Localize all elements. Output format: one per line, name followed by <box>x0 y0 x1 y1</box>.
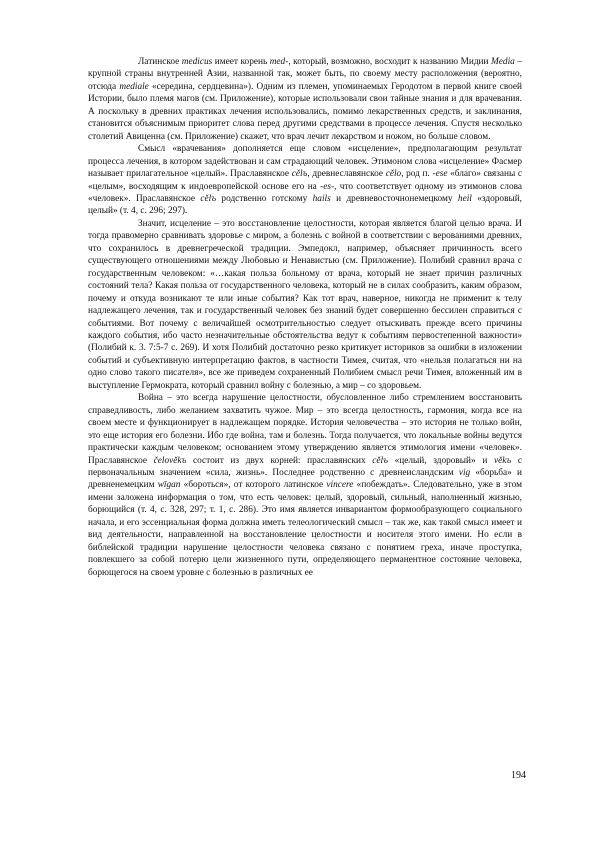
text-run: – крупной страны внутренней Азии, названной так, может быть, по своему месту расположения (вероятно, отсюда <box>88 57 522 92</box>
italic-term: cělъ <box>291 169 308 180</box>
page-number: 194 <box>511 770 526 781</box>
italic-term: vig <box>458 467 471 478</box>
text-run: Смысл «врачевания» дополняется еще словом «исцеление», предполагающим результат процесса лечения, в котором задействован и сам страдающий человек. Этимоном слова «исцеление» Фасмер называет прилагательное «целый». Праславянское <box>88 144 522 180</box>
text-run: с первоначальным значением «сила, жизнь». Последнее родственно с древнеисландским <box>88 455 522 478</box>
italic-term: hails <box>312 193 331 204</box>
text-run: Война – это всегда нарушение целостности, обусловленное либо стремлением восстановить справедливость, либо желанием захватить чужое. Мир – это всегда целостность, гармония, когда все на своем месте и функционирует в надлежащем порядке. История человечества – это история не только войн, это еще история его болезни. Ибо где война, там и болезнь. Тогда получается, что локальные войны ведутся практически каждым человеком; основанием этому утверждению является этимология имени «человек». Праславянское <box>88 393 522 466</box>
italic-term: cělo <box>385 169 402 180</box>
italic-term: Media <box>491 57 515 67</box>
text-run: состоит из двух корней: праславянских <box>186 455 373 466</box>
text-run: Латинское <box>138 57 182 67</box>
italic-term: mediale <box>119 81 149 92</box>
italic-term: věkъ <box>493 455 512 466</box>
italic-term: med- <box>269 57 289 67</box>
italic-term: ese <box>435 169 448 180</box>
text-run: «середина, сердцевина»). Одним из племен, упоминаемых Геродотом в первой книге своей Истории, было племя магов (см. Приложение), которые использовали свои тайные знания и для врачевания. А поскольку в древних практиках лечения использовались, помимо лекарственных средств, и заклинания, становится объяснимым приоритет слова перед другими средствами в процессе лечения. Спустя несколько столетий Авиценна (см. Приложение) скажет, что врач лечит лекарством и ножом, но больше словом. <box>88 81 523 142</box>
text-run: родственно готскому <box>216 193 313 204</box>
paragraph <box>88 56 522 143</box>
text-run: , род п. - <box>401 169 436 180</box>
text-run: , древнеславянское <box>307 169 386 180</box>
text-run: «благо» связаны с «целым», восходящим к индоевропейской основе его на - <box>88 169 522 192</box>
text-run: «здоровый, целый» (т. 4, с. 296; 297). <box>88 193 523 217</box>
italic-term: čelověkъ <box>153 455 187 466</box>
text-run: , который, возможно, восходит к названию Мидии <box>288 57 492 67</box>
text-run: «борьба» и древненемецким <box>88 467 522 491</box>
italic-term: heil <box>457 193 472 204</box>
text-run: Значит, исцеление – это восстановление целостности, которая является благой целью врача. И тогда правомерно сравнивать здоровье с миром, а болезнь с войной в соответствии с верованиями древних, что сохранилось в древнегреческой традиции. Эмпедокл, например, объясняет причинность всего существующего отношениями между Любовью и Ненавистью (см. Приложение). Полибий сравнил врача с государственным человеком: «…какая польза больному от врача, который не знает причин различных состояний тела? Какая польза от государственного человека, который не в силах сообразить, каким образом, почему и откуда возникают те или иные события? Как тот врач, наверное, никогда не применит к телу надлежащего лечения, так и государственный человек без знаний будет совершенно бессилен справиться с событиями. Вот почему с величайшей осмотрительностью следует отыскивать прежде всего причины каждого события, ибо часто незначительные обстоятельства ведут к событиям первостепенной важности» (Полибий к. 3. 7:5-7 с. 269). И хотя Полибий достаточно резко критикует историков за ошибки в изложении событий и субъективную интерпретацию фактов, в частности Тимея, считая, что «нельзя полагаться ни на одно слово такого писателя», все же приведем сохраненный Полибием смысл речи Тимея, вложенный им в выступление Гермократа, который сравнил войну с болезнью, а мир – со здоровьем. <box>88 218 522 391</box>
text-run: -, что соответствует одному из этимонов слова «человек». Праславянское <box>88 181 522 204</box>
paragraph <box>88 143 522 218</box>
italic-term: cělъ <box>372 455 388 466</box>
italic-term: vincere <box>326 480 354 491</box>
italic-term: es <box>323 181 332 192</box>
text-run: «побеждать». Следовательно, уже в этом имени заложена информация о том, что есть человек: целый, здоровый, сильный, наполненный жизнью, борющийся (т. 4, с. 328, 297; т. 1, с. 286). Это имя является инвариантом формообразующего социального начала, и его эссенциальная форма должна иметь телеологический смысл – так же, как такой смысл имеет и вид деятельности, направленной на восстановление целостности и носителя этого имени. Но если в библейской традиции нарушение целостности человека связано с понятием греха, иначе проступка, повлекшего за собой потерю цели жизненного пути, определяющего перманентное состояние человека, борющегося на своем уровне с болезнью в различных ее <box>88 480 522 578</box>
body-text <box>88 56 522 579</box>
text-run: имеет корень <box>212 57 270 67</box>
italic-term: wīgan <box>157 480 181 491</box>
paragraph <box>88 392 522 579</box>
paragraph <box>88 218 522 392</box>
italic-term: cělъ <box>200 193 217 204</box>
text-run: и древневосточнонемецкому <box>330 193 458 204</box>
text-run: «целый, здоровый» и <box>387 455 494 466</box>
text-run: «бороться», от которого латинское <box>180 480 327 491</box>
italic-term: medicus <box>181 57 213 67</box>
